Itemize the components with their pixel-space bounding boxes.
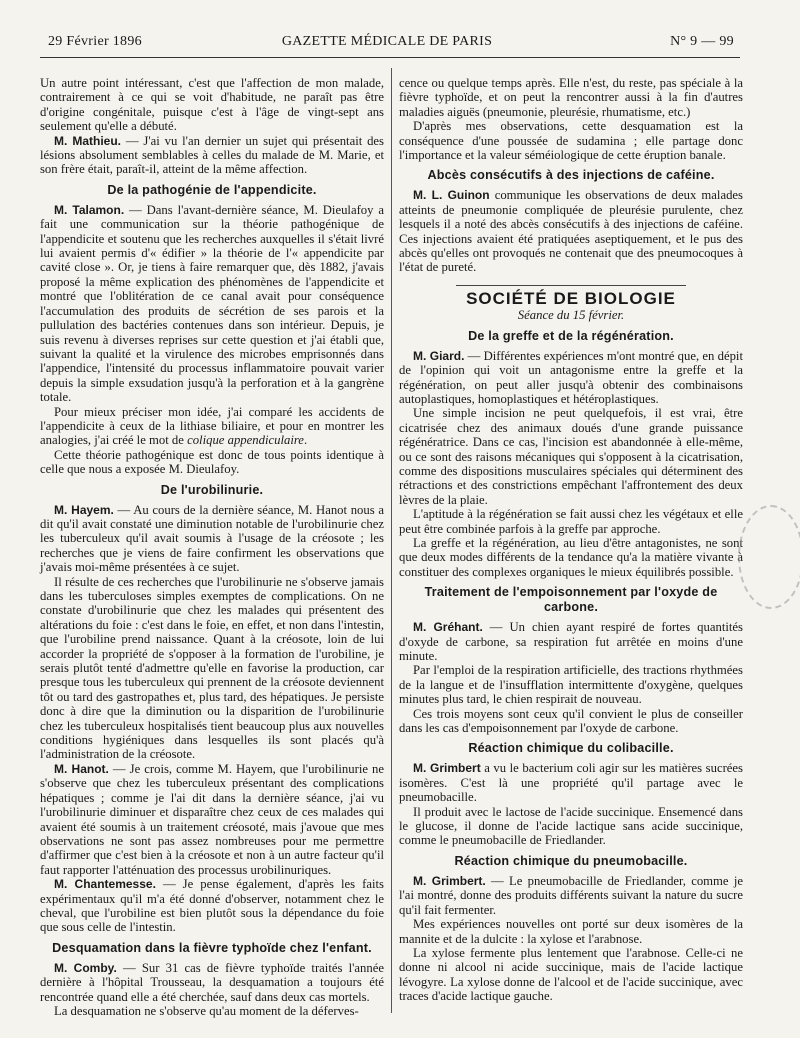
speaker-name: M. Hayem. — [54, 502, 114, 517]
paragraph: La desquamation ne s'observe qu'au moment de la déferves- — [54, 1003, 359, 1018]
paragraph: Ces trois moyens sont ceux qu'il convient le plus de conseiller dans les cas d'empoisonnement par l'oxyde de carbone. — [399, 706, 743, 736]
header-rule — [40, 57, 740, 58]
paragraph-text: a vu le bacterium coli agir sur les matières sucrées isomères. C'est là une propriété qu'il partage avec le pneumobacille. — [399, 761, 743, 805]
header-issue-page: N° 9 — 99 — [670, 34, 734, 49]
paragraph — [40, 503, 384, 575]
right-column — [399, 76, 743, 1004]
paragraph — [40, 762, 384, 877]
speaker-name: M. Grimbert. — [413, 873, 486, 888]
paragraph — [399, 874, 743, 917]
paragraph — [40, 961, 384, 1004]
speaker-name: M. Hanot. — [54, 761, 109, 776]
paragraph: La xylose fermente plus lentement que l'arabnose. Celle-ci ne donne ni alcool ni acide succinique, mais de l'acide lactique lévogyre. La xylose donne de l'alcool et de l'acide succinique, avec traces d'acide lactique gauche. — [399, 945, 743, 1004]
paragraph — [40, 134, 384, 177]
paragraph-text: — J'ai vu l'an dernier un sujet qui présentait des lésions absolument semblables à celles du malade de M. Marie, et son frère était, paraît-il, atteint de la même affection. — [40, 133, 384, 177]
paragraph: Il résulte de ces recherches que l'urobilinurie ne s'observe jamais dans les tuberculoses simples exemptes de complications. On ne constate d'urobilinurie que chez les malades qui présentent des altérations du foie : c'est dans le foie, en effet, et non dans l'intestin, que l'urobiline prend naissance. Quant à la créosote, loin de lui accorder la propriété de s'opposer à la formation de l'urobiline, je serais plutôt tenté d'admettre qu'elle en favorise la production, car presque tous les tuberculeux qui prennent de la créosote deviennent tôt ou tard des gastropathes et, plus tard, des hépatiques. Je persiste donc à dire que la diminution ou la disparition de l'urobilinurie chez les tuberculeux hospitalisés tient beaucoup plus aux nouvelles conditions hygiéniques dans lesquelles ils sont placés qu'à l'administration de la créosote. — [40, 574, 384, 762]
paragraph: cence ou quelque temps après. Elle n'est, du reste, pas spéciale à la fièvre typhoïde, et on peut la rencontrer aussi à la fin d'autres maladies aiguës (pneumonie, pleurésie, rhumatisme, etc.) — [399, 76, 743, 119]
speaker-name: M. Comby. — [54, 960, 117, 975]
left-column — [40, 76, 384, 1018]
speaker-name: M. Gréhant. — [413, 620, 483, 635]
paragraph-text: . — [303, 433, 308, 448]
paragraph: Mes expériences nouvelles ont porté sur deux isomères de la mannite et de la dulcite : la xylose et l'arabnose. — [399, 917, 743, 946]
section-heading: Abcès consécutifs à des injections de caféine. — [427, 168, 715, 183]
paragraph-text: communique les observations de deux malades atteints de pneumonie compliquée de pleurésie purulente, chez lesquels il a noté des abcès consécutifs à des injections de caféine. Ces injections avaient été pratiquées aseptiquement, et le pus des abcès qu'elles ont provoqués ne contenait que des pneumocoques à l'état de pureté. — [399, 188, 743, 275]
paragraph — [399, 761, 743, 804]
speaker-name: M. Grimbert — [413, 761, 481, 776]
paragraph: L'aptitude à la régénération se fait aussi chez les végétaux et elle peut être combinée parfois à la greffe par approche. — [399, 507, 743, 536]
speaker-name: M. Giard. — [413, 348, 465, 363]
header-journal-title: GAZETTE MÉDICALE DE PARIS — [281, 34, 493, 49]
section-heading: Réaction chimique du colibacille. — [468, 741, 674, 756]
paragraph — [40, 405, 384, 448]
paragraph-text: — Différentes expériences m'ont montré que, en dépit de l'opinion qui voit un antagonisme entre la greffe et la régénération, on peut aller jusqu'à obtenir des combinaisons autoplastiques, homoplastiques et hétéroplastiques. — [399, 348, 743, 406]
paragraph-text: — Au cours de la dernière séance, M. Hanot nous a dit qu'il avait constaté une diminution notable de l'urobilinurie chez les tuberculeux qu'il avait soumis à l'usage de la créosote ; les recherches que je viens de faire confirment les observations que j'avais moi-même présentées à ce sujet. — [40, 502, 384, 575]
society-heading: SOCIÉTÉ DE BIOLOGIE — [466, 288, 676, 308]
paragraph — [399, 620, 743, 663]
section-heading: Traitement de l'empoisonnement par l'oxyde de carbone. — [424, 585, 718, 615]
paragraph-text: — Un chien ayant respiré de fortes quantités d'oxyde de carbone, sa respiration fut arrêtée en moins d'une minute. — [399, 620, 743, 663]
section-heading: Desquamation dans la fièvre typhoïde chez l'enfant. — [52, 940, 372, 955]
speaker-name: M. Mathieu. — [54, 133, 122, 148]
paragraph-text: Pour mieux préciser mon idée, j'ai comparé les accidents de l'appendicite à ceux de la lithiase biliaire, et pour en montrer les analogies, j'ai créé le mot de — [40, 404, 384, 448]
paragraph: D'après mes observations, cette desquamation est la conséquence d'une poussée de sudamina ; elle partage donc l'importance et la valeur séméiologique de cette éruption banale. — [399, 119, 743, 163]
paragraph-text: — Je pense également, d'après les faits expérimentaux qu'il m'a été donné d'observer, notamment chez le cheval, que l'urobiline est bien plutôt sous la dépendance du foie que sous celle de l'intestin. — [40, 877, 384, 935]
running-header — [40, 34, 734, 54]
session-date: Séance du 15 février. — [517, 308, 625, 323]
paragraph — [399, 349, 743, 407]
paragraph: La greffe et la régénération, au lieu d'être antagonistes, ne sont que deux modes différents de la tendance qu'a la matière vivante à constituer des complexes organiques le mieux équilibrés possible. — [399, 535, 743, 579]
section-heading: Réaction chimique du pneumobacille. — [454, 853, 688, 868]
paragraph-text: — Le pneumobacille de Friedlander, comme je l'ai montré, donne des produits différents suivant la nature du sucre qu'il fait fermenter. — [399, 873, 743, 917]
paragraph-text: — Dans l'avant-dernière séance, M. Dieulafoy a fait une communication sur la théorie pathogénique de l'appendicite et soutenu que les recherches auxquelles il s'était livré lui avaient permis d'« édifier » la théorie de l'« appendicite par cavité close ». Or, je tiens à faire remarquer que, dès 1882, j'avais proposé la même explication des phénomènes de l'appendicite et montré que l'oblitération de ce canal avait pour conséquence l'accumulation des produits de sécrétion de ses parois et la pullulation des bactéries contenues dans son intérieur. Depuis, je suis revenu à diverses reprises sur cette question et j'ai établi que, suivant la qualité et la virulence des microbes emprisonnés dans l'appendice, l'intensité du processus inflammatoire pouvait varier depuis la simple exsudation jusqu'à la perforation et à la gangrène totale. — [40, 202, 385, 405]
paragraph-text: — Je crois, comme M. Hayem, que l'urobilinurie ne s'observe que chez les tuberculeux présentant des complications hépatiques ; comme je l'ai dit dans la dernière séance, j'ai vu l'urobilinurie diminuer et disparaître chez ceux de ces malades qui avaient été soumis à un traitement créosoté, mais j'avoue que mes observations ne sont pas assez nombreuses pour me permettre d'affirmer que c'est bien à la créosote et non à un autre facteur qu'il faut rapporter l'atténuation des processus urobilinuriques. — [40, 761, 384, 877]
section-rule — [456, 285, 686, 286]
paragraph: Par l'emploi de la respiration artificielle, des tractions rhythmées de la langue et de l'insufflation intermittente d'oxygène, quelques minutes plus tard, le chien respirait de nouveau. — [399, 663, 743, 707]
header-date: 29 Février 1896 — [48, 34, 142, 49]
paragraph — [40, 203, 384, 405]
paragraph: Cette théorie pathogénique est donc de tous points identique à celle que nous a exposée M. Dieulafoy. — [40, 447, 384, 477]
emphasis-text: colique appendiculaire — [187, 433, 304, 448]
paragraph: Une simple incision ne peut quelquefois, il est vrai, être cicatrisée chez des animaux doués d'une grande puissance régénératrice. Dans ce cas, l'incision est abandonnée à elle-même, ou ce sont des raisons mécaniques qui s'opposent à la cicatrisation, comme des dispositions musculaires spéciales qui déterminent des rétractions et des constrictions empêchant l'affrontement des deux lèvres de la plaie. — [399, 406, 743, 507]
section-heading: De la greffe et de la régénération. — [468, 328, 674, 343]
paragraph — [40, 877, 384, 935]
speaker-name: M. L. Guinon — [413, 188, 490, 203]
section-heading: De la pathogénie de l'appendicite. — [107, 182, 317, 197]
column-divider — [391, 68, 392, 1013]
paragraph: Il produit avec le lactose de l'acide succinique. Ensemencé dans le glucose, il donne de l'acide lactique sans acide succinique, comme le pneumobacille de Friedlander. — [399, 804, 743, 848]
section-heading: De l'urobilinurie. — [160, 482, 264, 497]
paragraph — [399, 188, 743, 274]
speaker-name: M. Chantemesse. — [54, 877, 156, 892]
speaker-name: M. Talamon. — [54, 202, 125, 217]
paragraph-text: — Sur 31 cas de fièvre typhoïde traités l'année dernière à l'hôpital Trousseau, la desquamation a toujours été rencontrée quand elle a été cherchée, sauf dans deux cas mortels. — [40, 960, 384, 1004]
paragraph: Un autre point intéressant, c'est que l'affection de mon malade, contrairement à ce qui se voit d'habitude, ne paraît pas être d'origine congénitale, puisque c'est à l'âge de vingt-sept ans seulement qu'elle a débuté. — [40, 76, 384, 134]
library-stamp — [738, 505, 800, 609]
